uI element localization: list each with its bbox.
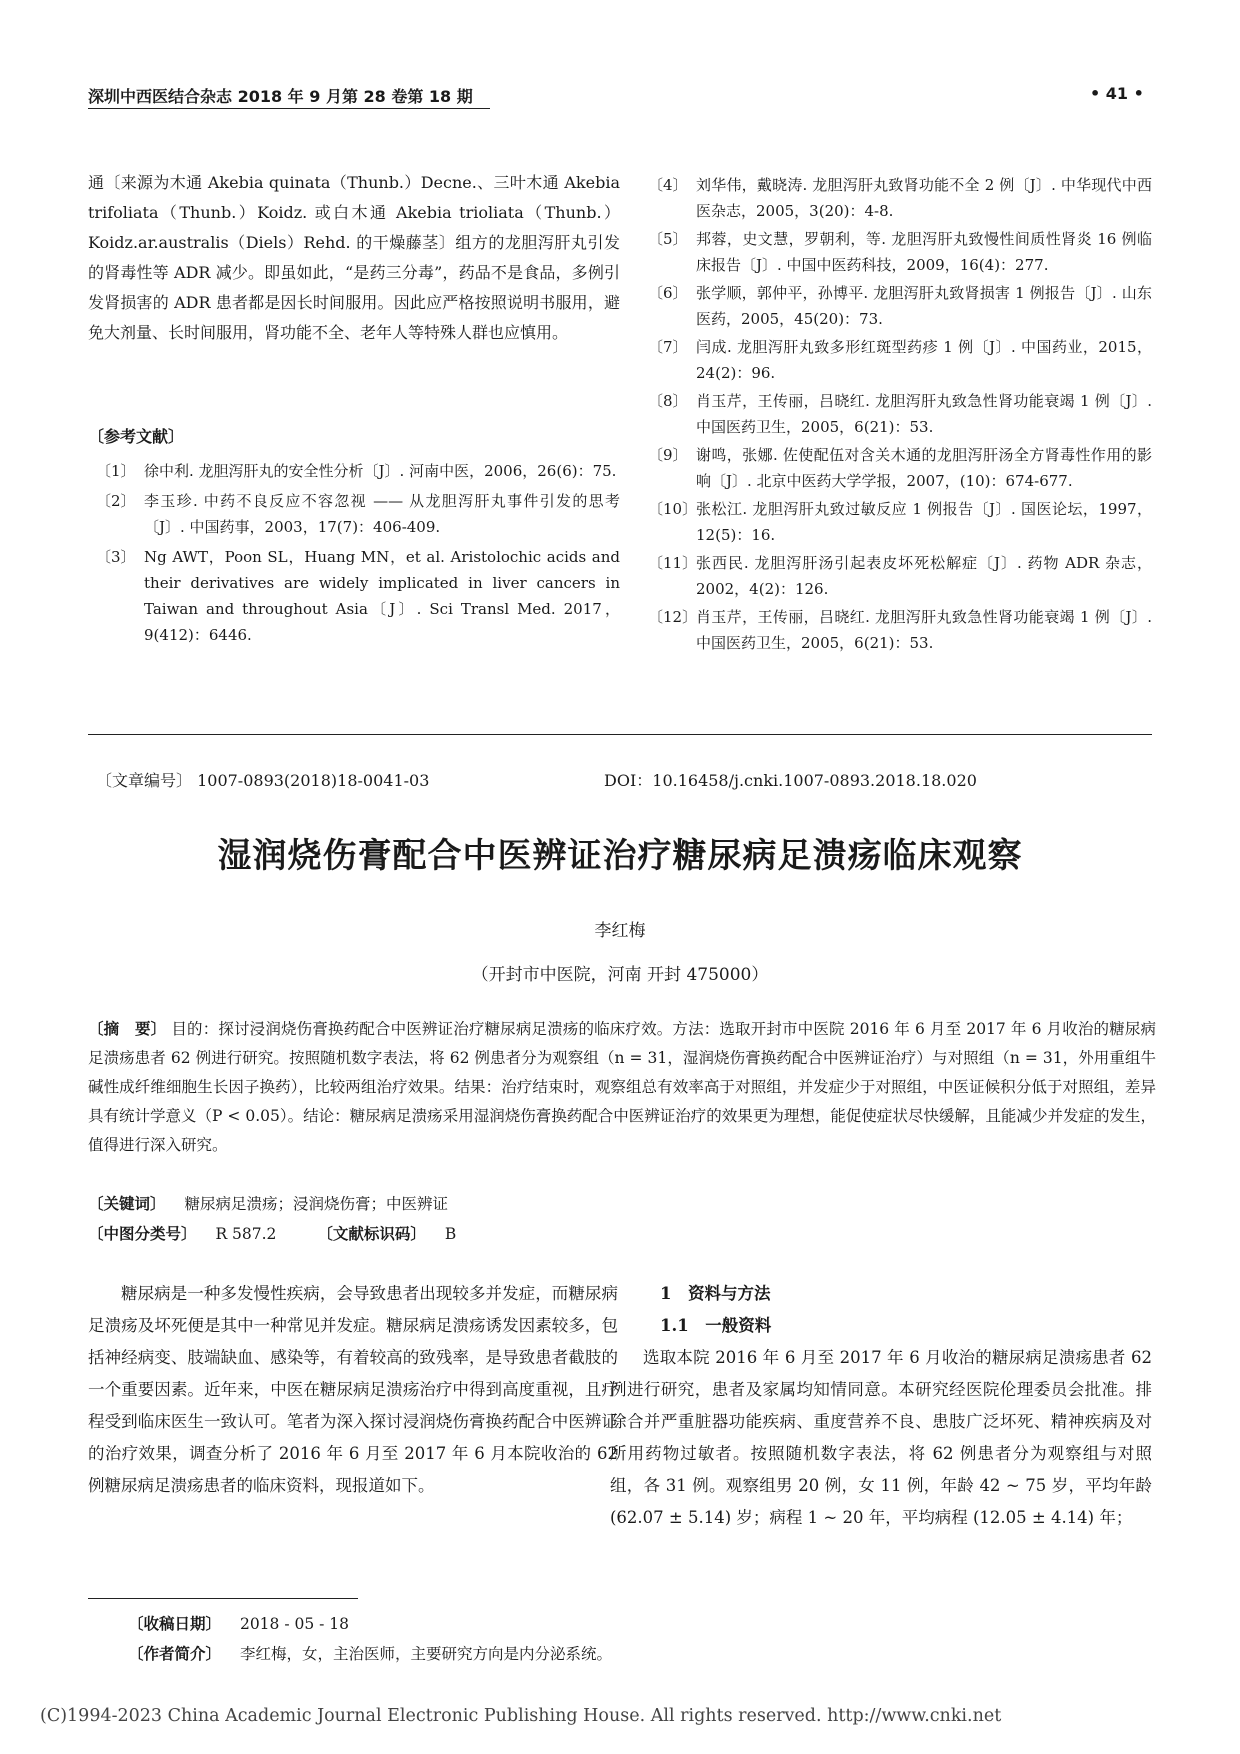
clc-value: R 587.2 xyxy=(215,1225,277,1243)
reference-item: 〔1〕 徐中利. 龙胆泻肝丸的安全性分析〔J〕. 河南中医，2006，26(6)：75. xyxy=(96,462,617,480)
doi: DOI：10.16458/j.cnki.1007-0893.2018.18.020 xyxy=(604,771,977,790)
reference-item: 〔10〕 张松江. 龙胆泻肝丸致过敏反应 1 例报告〔J〕. 国医论坛，1997，12(5)：16. xyxy=(648,500,1152,544)
author-bio: 〔作者简介〕 李红梅，女，主治医师，主要研究方向是内分泌系统。 xyxy=(128,1644,612,1663)
received-date: 〔收稿日期〕 2018 - 05 - 18 xyxy=(128,1614,350,1633)
header-rule xyxy=(88,108,490,109)
reference-item: 〔8〕 肖玉芹，王传丽，吕晓红. 龙胆泻肝丸致急性肾功能衰竭 1 例〔J〕. 中国医药卫生，2005，6(21)：53. xyxy=(648,392,1152,436)
page-number: • 41 • xyxy=(1090,84,1144,103)
keywords-label: 〔关键词〕 xyxy=(88,1194,166,1213)
keywords-text: 糖尿病足溃疡；浸润烧伤膏；中医辨证 xyxy=(184,1195,448,1213)
reference-item: 〔5〕 邦蓉，史文慧，罗朝利，等. 龙胆泻肝丸致慢性间质性肾炎 16 例临床报告〔J〕. 中国中医药科技，2009，16(4)：277. xyxy=(648,230,1152,274)
clc-label: 〔中图分类号〕 xyxy=(88,1224,197,1243)
references-right xyxy=(648,172,1152,656)
abstract-label: 〔摘 要〕 xyxy=(88,1019,167,1038)
doc-code-label: 〔文献标识码〕 xyxy=(317,1224,426,1243)
reference-item: 〔6〕 张学顺，郭仲平，孙博平. 龙胆泻肝丸致肾损害 1 例报告〔J〕. 山东医药，2005，45(20)：73. xyxy=(648,284,1152,328)
reference-item: 〔2〕 李玉珍. 中药不良反应不容忽视 —— 从龙胆泻肝丸事件引发的思考〔J〕. 中国药事，2003，17(7)：406-409. xyxy=(96,492,620,536)
abstract-text: 目的：探讨浸润烧伤膏换药配合中医辨证治疗糖尿病足溃疡的临床疗效。方法：选取开封市中医院 2016 年 6 月至 2017 年 6 月收治的糖尿病足溃疡患者 62 例进行研究。按照随机数字表法，将 62 例患者分为观察组（n = 31，湿润烧伤膏换药配合中医辨证治疗）与对照组（n = 31，外用重组牛碱性成纤维细胞生长因子换药），比较两组治疗效果。结果：治疗结束时，观察组总有效率高于对照组，并发症少于对照组，中医证候积分低于对照组，差异具有统计学意义（P < 0.05）。结论：糖尿病足溃疡采用湿润烧伤膏换药配合中医辨证治疗的效果更为理想，能促使症状尽快缓解，且能减少并发症的发生，值得进行深入研究。 xyxy=(88,1020,1156,1154)
reference-item: 〔7〕 闫成. 龙胆泻肝丸致多形红斑型药疹 1 例〔J〕. 中国药业，2015，24(2)：96. xyxy=(648,338,1152,382)
reference-item: 〔11〕 张西民. 龙胆泻肝汤引起表皮坏死松解症〔J〕. 药物 ADR 杂志，2002，4(2)：126. xyxy=(648,554,1152,598)
abstract xyxy=(88,1014,1156,1160)
subsection-heading: 1.1 一般资料 xyxy=(660,1316,772,1335)
article-number: 〔文章编号〕 1007-0893(2018)18-0041-03 xyxy=(96,771,430,790)
keywords xyxy=(88,1192,448,1214)
methods-paragraph: 选取本院 2016 年 6 月至 2017 年 6 月收治的糖尿病足溃疡患者 62 例进行研究，患者及家属均知情同意。本研究经医院伦理委员会批准。排除合并严重脏器功能疾病、重度营养不良、患肢广泛坏死、精神疾病及对所用药物过敏者。按照随机数字表法，将 62 例患者分为观察组与对照组，各 31 例。观察组男 20 例，女 11 例，年龄 42 ~ 75 岁，平均年龄 (62.07 ± 5.14) 岁；病程 1 ~ 20 年，平均病程 (12.05 ± 4.14) 年； xyxy=(610,1348,1152,1527)
footnote-rule xyxy=(88,1598,358,1599)
classification xyxy=(88,1222,456,1244)
reference-item: 〔4〕 刘华伟，戴晓涛. 龙胆泻肝丸致肾功能不全 2 例〔J〕. 中华现代中西医杂志，2005，3(20)：4-8. xyxy=(648,176,1152,220)
copyright-footer: (C)1994-2023 China Academic Journal Electronic Publishing House. All rights reserved. http://www.cnki.net xyxy=(40,1706,1002,1726)
journal-header: 深圳中西医结合杂志 2018 年 9 月第 28 卷第 18 期 xyxy=(88,87,473,106)
reference-item: 〔12〕 肖玉芹，王传丽，吕晓红. 龙胆泻肝丸致急性肾功能衰竭 1 例〔J〕. 中国医药卫生，2005，6(21)：53. xyxy=(648,608,1152,652)
intro-paragraph: 糖尿病是一种多发慢性疾病，会导致患者出现较多并发症，而糖尿病足溃疡及坏死便是其中一种常见并发症。糖尿病足溃疡诱发因素较多，包括神经病变、肢端缺血、感染等，有着较高的致残率，是导致患者截肢的一个重要因素。近年来，中医在糖尿病足溃疡治疗中得到高度重视，且疗程受到临床医生一致认可。笔者为深入探讨浸润烧伤膏换药配合中医辨证的治疗效果，调查分析了 2016 年 6 月至 2017 年 6 月本院收治的 62 例糖尿病足溃疡患者的临床资料，现报道如下。 xyxy=(88,1284,618,1495)
references-left xyxy=(96,458,620,648)
doc-code-value: B xyxy=(444,1225,457,1243)
article-separator xyxy=(88,734,1152,735)
author-name: 李红梅 xyxy=(594,921,646,941)
prev-article-text: 通〔来源为木通 Akebia quinata（Thunb.）Decne.、三叶木通 Akebia trifoliata（Thunb.）Koidz. 或白木通 Akebia trioliata（Thunb.）Koidz.ar.australis（Diels）Rehd. 的干燥藤茎〕组方的龙胆泻肝丸引发的肾毒性等 ADR 减少。即虽如此，“是药三分毒”，药品不是食品，多例引发肾损害的 ADR 患者都是因长时间服用。因此应严格按照说明书服用，避免大剂量、长时间服用，肾功能不全、老年人等特殊人群也应慎用。 xyxy=(88,173,620,342)
author-affiliation: （开封市中医院，河南 开封 475000） xyxy=(471,965,769,985)
article-title: 湿润烧伤膏配合中医辨证治疗糖尿病足溃疡临床观察 xyxy=(217,836,1023,876)
section-heading: 1 资料与方法 xyxy=(660,1284,771,1303)
reference-item: 〔9〕 谢鸣，张娜. 佐使配伍对含关木通的龙胆泻肝汤全方肾毒性作用的影响〔J〕. 北京中医药大学学报，2007，(10)：674-677. xyxy=(648,446,1152,490)
references-heading: 〔参考文献〕 xyxy=(88,427,185,446)
reference-item: 〔3〕 Ng AWT，Poon SL，Huang MN，et al. Aristolochic acids and their derivatives are widely implicated in liver cancers in Taiwan and throughout Asia〔J〕. Sci Transl Med. 2017，9(412)：6446. xyxy=(96,548,620,644)
